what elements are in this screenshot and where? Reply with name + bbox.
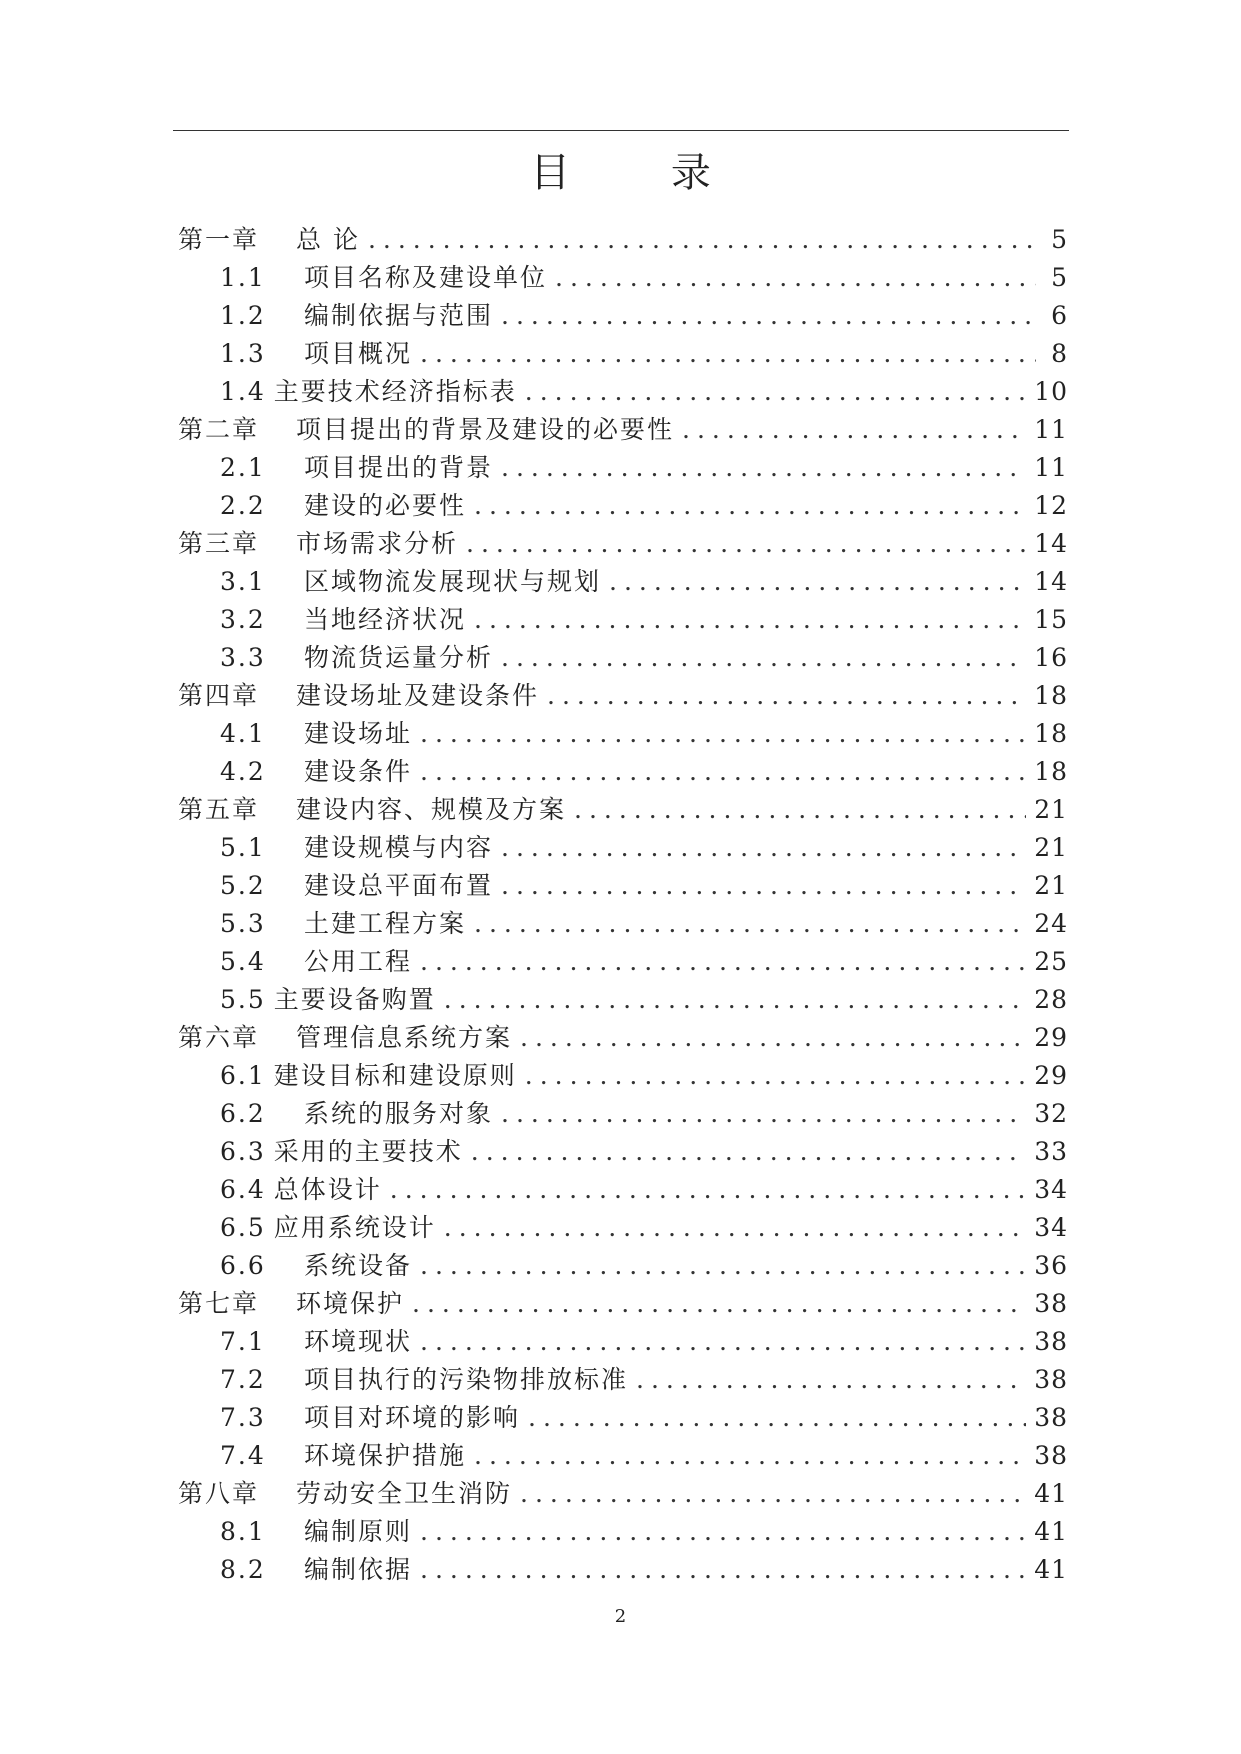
toc-entry-title: 项目提出的背景 [304,453,494,482]
toc-entry-title: 项目提出的背景及建设的必要性 [296,415,675,444]
toc-entry-page: 34 [1034,1213,1068,1242]
toc-chapter-entry[interactable] [178,525,1068,563]
toc-entry-number: 2.1 [220,453,266,482]
toc-entry-title: 劳动安全卫生消防 [296,1479,513,1508]
toc-entry-page: 12 [1034,491,1068,520]
toc-entry-page: 38 [1034,1403,1068,1432]
toc-entry-title: 建设规模与内容 [304,833,494,862]
toc-entry-page: 5 [1051,225,1068,254]
toc-chapter-entry[interactable] [178,791,1068,829]
toc-section-entry[interactable] [178,1247,1068,1285]
toc-entry-number: 4.2 [220,757,266,786]
toc-entry-page: 29 [1034,1023,1068,1052]
toc-dot-leader [609,563,1026,601]
toc-entry-page: 38 [1034,1365,1068,1394]
toc-entry-number: 第五章 [178,795,260,824]
toc-section-entry[interactable] [178,449,1068,487]
toc-dot-leader [525,373,1026,411]
toc-entry-page: 5 [1051,263,1068,292]
toc-section-entry[interactable] [178,259,1068,297]
toc-section-entry[interactable] [178,297,1068,335]
toc-entry-number: 5.2 [220,871,266,900]
toc-entry-number: 第七章 [178,1289,260,1318]
toc-section-entry[interactable] [178,867,1068,905]
toc-dot-leader [501,829,1026,867]
toc-entry-number: 1.1 [220,263,266,292]
toc-entry-number: 5.5 [220,985,266,1014]
toc-entry-title: 建设场址 [304,719,413,748]
toc-entry-title: 主要设备购置 [273,985,436,1014]
toc-entry-page: 38 [1034,1289,1068,1318]
toc-entry-title: 建设场址及建设条件 [296,681,540,710]
toc-entry-page: 8 [1051,339,1068,368]
toc-entry-title: 物流货运量分析 [304,643,494,672]
toc-entry-page: 33 [1034,1137,1068,1166]
toc-entry-title: 总 论 [296,225,360,254]
toc-entry-title: 主要技术经济指标表 [273,377,517,406]
toc-entry-number: 第八章 [178,1479,260,1508]
toc-section-entry[interactable] [178,1361,1068,1399]
table-of-contents [178,221,1068,1589]
toc-entry-title: 环境现状 [304,1327,413,1356]
toc-entry-title: 公用工程 [304,947,413,976]
toc-entry-number: 5.1 [220,833,266,862]
toc-entry-page: 11 [1034,415,1068,444]
toc-entry-page: 28 [1034,985,1068,1014]
toc-dot-leader [682,411,1026,449]
toc-entry-number: 8.2 [220,1555,266,1584]
toc-entry-page: 25 [1034,947,1068,976]
toc-entry-title: 建设总平面布置 [304,871,494,900]
toc-section-entry[interactable] [178,1095,1068,1133]
toc-entry-page: 6 [1051,301,1068,330]
toc-entry-title: 环境保护措施 [304,1441,467,1470]
toc-entry-title: 编制依据与范围 [304,301,494,330]
toc-section-entry[interactable] [178,753,1068,791]
toc-entry-title: 建设目标和建设原则 [273,1061,517,1090]
toc-entry-title: 项目概况 [304,339,413,368]
toc-entry-page: 21 [1034,795,1068,824]
toc-dot-leader [528,1399,1026,1437]
toc-dot-leader [501,297,1036,335]
toc-section-entry[interactable] [178,1437,1068,1475]
toc-entry-number: 5.4 [220,947,266,976]
toc-entry-number: 3.3 [220,643,266,672]
toc-entry-page: 41 [1034,1517,1068,1546]
toc-entry-number: 6.3 [220,1137,266,1166]
toc-entry-number: 7.3 [220,1403,266,1432]
toc-entry-number: 第六章 [178,1023,260,1052]
toc-entry-title: 管理信息系统方案 [296,1023,513,1052]
toc-entry-page: 41 [1034,1555,1068,1584]
toc-entry-number: 7.4 [220,1441,266,1470]
toc-dot-leader [474,487,1026,525]
toc-entry-page: 10 [1034,377,1068,406]
toc-dot-leader [412,1285,1026,1323]
toc-entry-number: 4.1 [220,719,266,748]
toc-entry-number: 6.1 [220,1061,266,1090]
toc-entry-number: 6.4 [220,1175,266,1204]
toc-dot-leader [474,1437,1026,1475]
toc-dot-leader [636,1361,1026,1399]
toc-dot-leader [420,715,1026,753]
toc-entry-number: 6.6 [220,1251,266,1280]
toc-entry-title: 应用系统设计 [273,1213,436,1242]
toc-section-entry[interactable] [178,981,1068,1019]
toc-entry-title: 总体设计 [273,1175,382,1204]
header-rule [173,130,1069,131]
toc-chapter-entry[interactable] [178,221,1068,259]
toc-section-entry[interactable] [178,1057,1068,1095]
toc-section-entry[interactable] [178,1399,1068,1437]
toc-entry-page: 18 [1034,719,1068,748]
toc-dot-leader [420,1513,1026,1551]
toc-entry-page: 16 [1034,643,1068,672]
toc-section-entry[interactable] [178,639,1068,677]
toc-dot-leader [574,791,1026,829]
toc-dot-leader [420,1551,1026,1589]
toc-entry-number: 3.1 [220,567,266,596]
toc-section-entry[interactable] [178,563,1068,601]
toc-entry-title: 建设条件 [304,757,413,786]
toc-entry-number: 3.2 [220,605,266,634]
toc-entry-number: 第三章 [178,529,260,558]
toc-dot-leader [520,1475,1026,1513]
toc-entry-title: 采用的主要技术 [273,1137,463,1166]
toc-entry-number: 第四章 [178,681,260,710]
page-number: 2 [614,1606,627,1627]
toc-entry-page: 21 [1034,871,1068,900]
toc-entry-number: 1.4 [220,377,266,406]
toc-section-entry[interactable] [178,1209,1068,1247]
toc-dot-leader [390,1171,1026,1209]
toc-dot-leader [501,1095,1026,1133]
toc-entry-page: 36 [1034,1251,1068,1280]
toc-section-entry[interactable] [178,1513,1068,1551]
toc-entry-title: 当地经济状况 [304,605,467,634]
toc-dot-leader [444,1209,1026,1247]
toc-dot-leader [444,981,1026,1019]
toc-dot-leader [420,753,1026,791]
toc-entry-title: 市场需求分析 [296,529,459,558]
toc-dot-leader [466,525,1026,563]
toc-chapter-entry[interactable] [178,1285,1068,1323]
toc-section-entry[interactable] [178,335,1068,373]
toc-entry-number: 2.2 [220,491,266,520]
toc-entry-page: 38 [1034,1441,1068,1470]
toc-entry-page: 38 [1034,1327,1068,1356]
toc-section-entry[interactable] [178,1551,1068,1589]
toc-entry-number: 6.5 [220,1213,266,1242]
toc-entry-page: 32 [1034,1099,1068,1128]
toc-entry-title: 系统的服务对象 [304,1099,494,1128]
toc-chapter-entry[interactable] [178,411,1068,449]
toc-entry-page: 41 [1034,1479,1068,1508]
toc-section-entry[interactable] [178,1171,1068,1209]
toc-chapter-entry[interactable] [178,1019,1068,1057]
toc-dot-leader [501,639,1026,677]
toc-entry-number: 8.1 [220,1517,266,1546]
toc-entry-number: 6.2 [220,1099,266,1128]
toc-section-entry[interactable] [178,905,1068,943]
toc-entry-page: 34 [1034,1175,1068,1204]
toc-entry-number: 7.1 [220,1327,266,1356]
toc-entry-page: 18 [1034,757,1068,786]
toc-entry-number: 5.3 [220,909,266,938]
toc-entry-page: 14 [1034,567,1068,596]
toc-section-entry[interactable] [178,829,1068,867]
toc-section-entry[interactable] [178,715,1068,753]
toc-dot-leader [555,259,1036,297]
toc-dot-leader [368,221,1036,259]
toc-entry-title: 编制依据 [304,1555,413,1584]
toc-entry-page: 14 [1034,529,1068,558]
toc-entry-page: 29 [1034,1061,1068,1090]
toc-dot-leader [420,335,1036,373]
toc-entry-title: 建设内容、规模及方案 [296,795,567,824]
toc-entry-number: 7.2 [220,1365,266,1394]
toc-entry-page: 24 [1034,909,1068,938]
toc-dot-leader [501,867,1026,905]
toc-entry-title: 区域物流发展现状与规划 [304,567,602,596]
toc-dot-leader [525,1057,1026,1095]
toc-entry-title: 项目名称及建设单位 [304,263,548,292]
toc-section-entry[interactable] [178,1323,1068,1361]
toc-section-entry[interactable] [178,373,1068,411]
toc-section-entry[interactable] [178,1133,1068,1171]
toc-section-entry[interactable] [178,943,1068,981]
page-title: 目 录 [530,150,755,196]
toc-section-entry[interactable] [178,601,1068,639]
toc-dot-leader [420,1247,1026,1285]
toc-entry-title: 编制原则 [304,1517,413,1546]
toc-entry-number: 1.2 [220,301,266,330]
toc-entry-title: 土建工程方案 [304,909,467,938]
toc-entry-page: 15 [1034,605,1068,634]
toc-entry-page: 11 [1034,453,1068,482]
toc-entry-number: 第一章 [178,225,260,254]
toc-entry-title: 系统设备 [304,1251,413,1280]
toc-dot-leader [471,1133,1026,1171]
toc-entry-title: 项目对环境的影响 [304,1403,521,1432]
toc-entry-page: 18 [1034,681,1068,710]
toc-entry-number: 1.3 [220,339,266,368]
toc-entry-page: 21 [1034,833,1068,862]
toc-entry-title: 建设的必要性 [304,491,467,520]
toc-dot-leader [547,677,1026,715]
toc-dot-leader [474,905,1026,943]
toc-dot-leader [501,449,1026,487]
toc-dot-leader [420,1323,1026,1361]
toc-dot-leader [520,1019,1026,1057]
toc-chapter-entry[interactable] [178,1475,1068,1513]
toc-dot-leader [420,943,1026,981]
toc-entry-title: 环境保护 [296,1289,405,1318]
toc-entry-number: 第二章 [178,415,260,444]
toc-chapter-entry[interactable] [178,677,1068,715]
toc-entry-title: 项目执行的污染物排放标准 [304,1365,629,1394]
toc-section-entry[interactable] [178,487,1068,525]
toc-dot-leader [474,601,1026,639]
